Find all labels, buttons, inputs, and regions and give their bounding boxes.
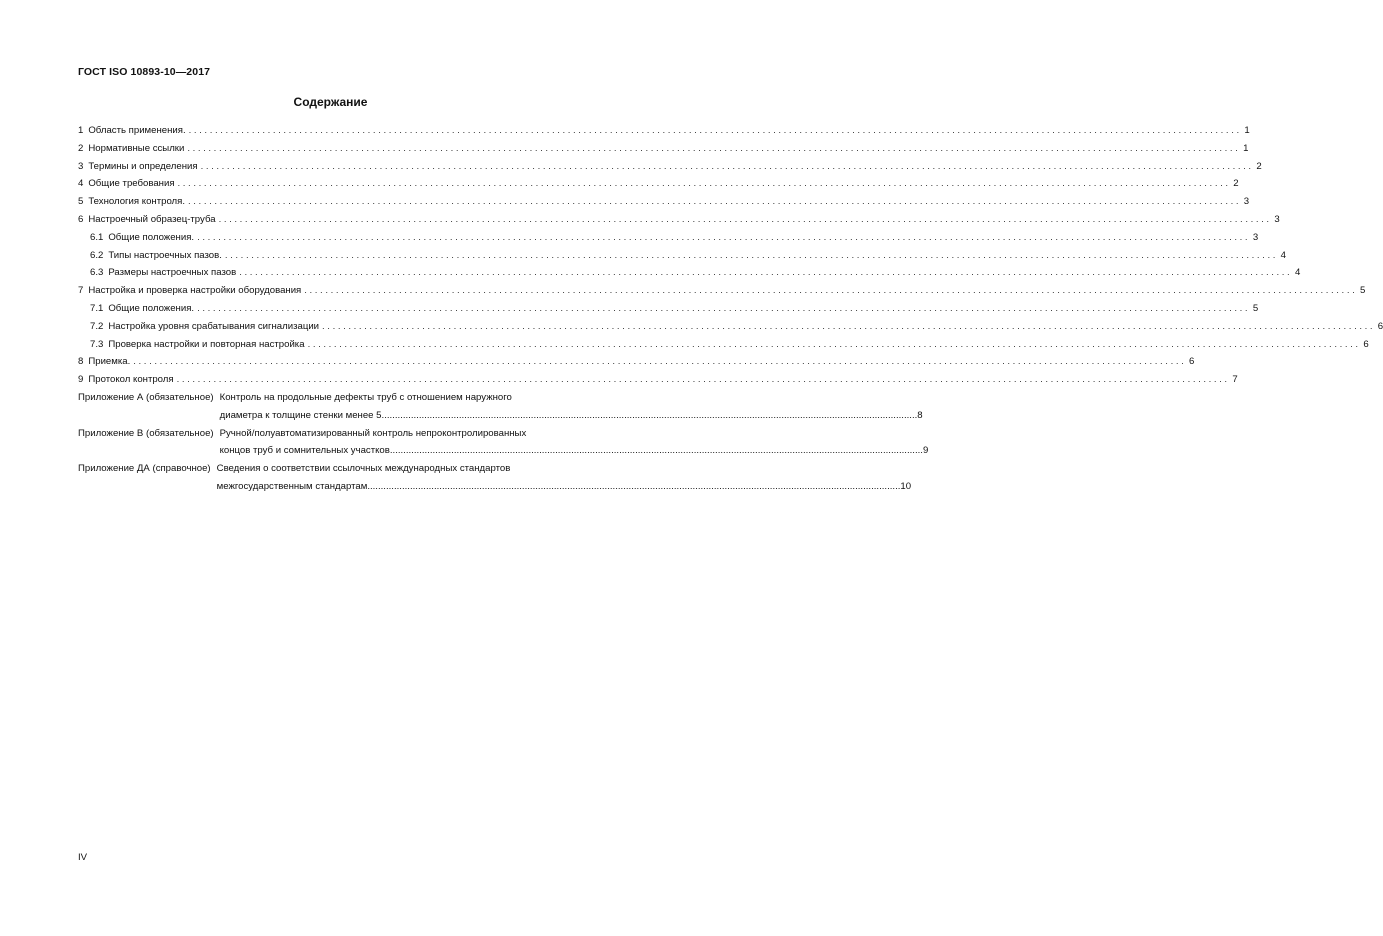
- toc-page: 7: [1232, 374, 1238, 386]
- toc-entry-6-3[interactable]: [78, 264, 1301, 282]
- toc-leader: ........................................................................................................................................................................................................: [177, 178, 1231, 190]
- appendix-title-line1: Сведения о соответствии ссылочных международных стандартов: [216, 463, 511, 475]
- toc-number: 7.3: [90, 338, 104, 350]
- toc-label: Нормативные ссылки: [88, 142, 185, 154]
- toc-number: 6.3: [90, 267, 104, 279]
- toc-number: 5: [78, 196, 84, 208]
- toc-entry-7[interactable]: [78, 282, 1366, 300]
- toc-entry-2[interactable]: [78, 140, 1249, 158]
- toc-leader: ........................................................................................................................................................................................................: [200, 160, 1254, 172]
- toc-number: 6.1: [90, 231, 104, 243]
- toc-entry-7-2[interactable]: [78, 318, 1383, 336]
- toc-label: Общие положения.: [108, 302, 195, 314]
- appendix-title-line1: Ручной/полуавтоматизированный контроль непроконтролированных: [219, 427, 527, 439]
- toc-appendix-a[interactable]: [78, 389, 923, 425]
- toc-entry-1[interactable]: [78, 122, 1250, 140]
- toc-label: Протокол контроля: [88, 374, 174, 386]
- toc-number: 1: [78, 125, 84, 136]
- toc-number: 3: [78, 160, 84, 172]
- toc-label: Настройка уровня срабатывания сигнализации: [108, 320, 320, 332]
- toc-page: 1: [1244, 125, 1250, 136]
- toc-page: 3: [1274, 213, 1280, 225]
- toc-number: 4: [78, 178, 84, 190]
- toc-entry-6-2[interactable]: [78, 247, 1286, 265]
- toc-number: 6: [78, 213, 84, 225]
- toc-label: Проверка настройки и повторная настройка: [108, 338, 305, 350]
- appendix-head: Приложение А (обязательное): [78, 391, 214, 403]
- toc-leader: ........................................................................................................................................................................................................: [304, 285, 1358, 297]
- toc-entry-3[interactable]: [78, 158, 1262, 176]
- appendix-head: Приложение ДА (справочное): [78, 463, 211, 475]
- toc-page: 2: [1233, 178, 1239, 190]
- toc-leader: ........................................................................................................................................................................................................: [224, 249, 1278, 261]
- toc-page: 4: [1280, 249, 1286, 261]
- toc-entry-7-1[interactable]: [78, 300, 1259, 318]
- document-header: ГОСТ ISO 10893-10—2017: [78, 66, 211, 78]
- toc-label: Термины и определения: [88, 160, 198, 172]
- toc-label: Типы настроечных пазов.: [108, 249, 222, 261]
- toc-label: Размеры настроечных пазов: [108, 267, 237, 279]
- toc-page: 6: [1363, 338, 1369, 350]
- appendix-title-line2: межгосударственным стандартам: [216, 480, 368, 492]
- toc-label: Настроечный образец-труба: [88, 213, 216, 225]
- toc-leader: ........................................................................................................................................................................................................: [389, 445, 923, 457]
- toc-leader: ........................................................................................................................................................................................................: [367, 480, 901, 492]
- toc-page: 4: [1294, 267, 1301, 279]
- page-title: Содержание: [293, 95, 368, 109]
- toc-entry-6-1[interactable]: [78, 229, 1259, 247]
- toc-entry-8[interactable]: [78, 353, 1195, 371]
- toc-number: 7.2: [90, 320, 104, 332]
- toc-page: 5: [1252, 302, 1259, 314]
- toc-leader: ........................................................................................................................................................................................................: [322, 320, 1376, 332]
- toc-entry-4[interactable]: [78, 175, 1239, 193]
- toc-leader: ........................................................................................................................................................................................................: [218, 213, 1272, 225]
- toc-label: Технология контроля.: [88, 196, 186, 208]
- toc-leader: ........................................................................................................................................................................................................: [188, 196, 1242, 208]
- toc-leader: ........................................................................................................................................................................................................: [239, 267, 1293, 279]
- page-number: IV: [78, 852, 88, 863]
- toc-leader: ........................................................................................................................................................................................................: [133, 356, 1187, 368]
- toc-page: 10: [900, 480, 912, 492]
- appendix-title-line2: диаметра к толщине стенки менее 5.: [219, 409, 385, 421]
- toc-label: Приемка.: [88, 356, 131, 368]
- table-of-contents: [78, 122, 1383, 496]
- toc-number: 6.2: [90, 249, 104, 261]
- toc-leader: ........................................................................................................................................................................................................: [188, 125, 1242, 136]
- toc-leader: ........................................................................................................................................................................................................: [384, 409, 918, 421]
- toc-page: 6: [1189, 356, 1195, 368]
- toc-number: 7.1: [90, 302, 104, 314]
- toc-entry-7-3[interactable]: [78, 336, 1369, 354]
- toc-page: 6: [1377, 320, 1383, 332]
- toc-page: 3: [1252, 231, 1259, 243]
- toc-label: Область применения.: [88, 125, 186, 136]
- toc-leader: ........................................................................................................................................................................................................: [176, 374, 1230, 386]
- toc-leader: ........................................................................................................................................................................................................: [307, 338, 1361, 350]
- appendix-title-line1: Контроль на продольные дефекты труб с отношением наружного: [219, 391, 512, 403]
- toc-label: Общие требования: [88, 178, 175, 190]
- toc-number: 9: [78, 374, 84, 386]
- toc-leader: ........................................................................................................................................................................................................: [197, 231, 1251, 243]
- toc-appendix-da[interactable]: [78, 460, 912, 496]
- toc-entry-9[interactable]: [78, 371, 1238, 389]
- toc-entry-6[interactable]: [78, 211, 1280, 229]
- toc-page: 5: [1360, 285, 1366, 297]
- toc-page: 3: [1243, 196, 1250, 208]
- toc-label: Общие положения.: [108, 231, 195, 243]
- toc-entry-5[interactable]: [78, 193, 1250, 211]
- toc-label: Настройка и проверка настройки оборудования: [88, 285, 302, 297]
- toc-appendix-b[interactable]: [78, 425, 929, 461]
- toc-page: 1: [1243, 142, 1249, 154]
- toc-leader: ........................................................................................................................................................................................................: [187, 142, 1241, 154]
- appendix-title-line2: концов труб и сомнительных участков: [219, 445, 390, 457]
- toc-page: 2: [1256, 160, 1262, 172]
- toc-number: 2: [78, 142, 84, 154]
- toc-number: 8: [78, 356, 84, 368]
- toc-page: 9: [922, 445, 929, 457]
- toc-leader: ........................................................................................................................................................................................................: [197, 302, 1251, 314]
- toc-page: 8: [917, 409, 923, 421]
- toc-number: 7: [78, 285, 84, 297]
- appendix-head: Приложение В (обязательное): [78, 427, 214, 439]
